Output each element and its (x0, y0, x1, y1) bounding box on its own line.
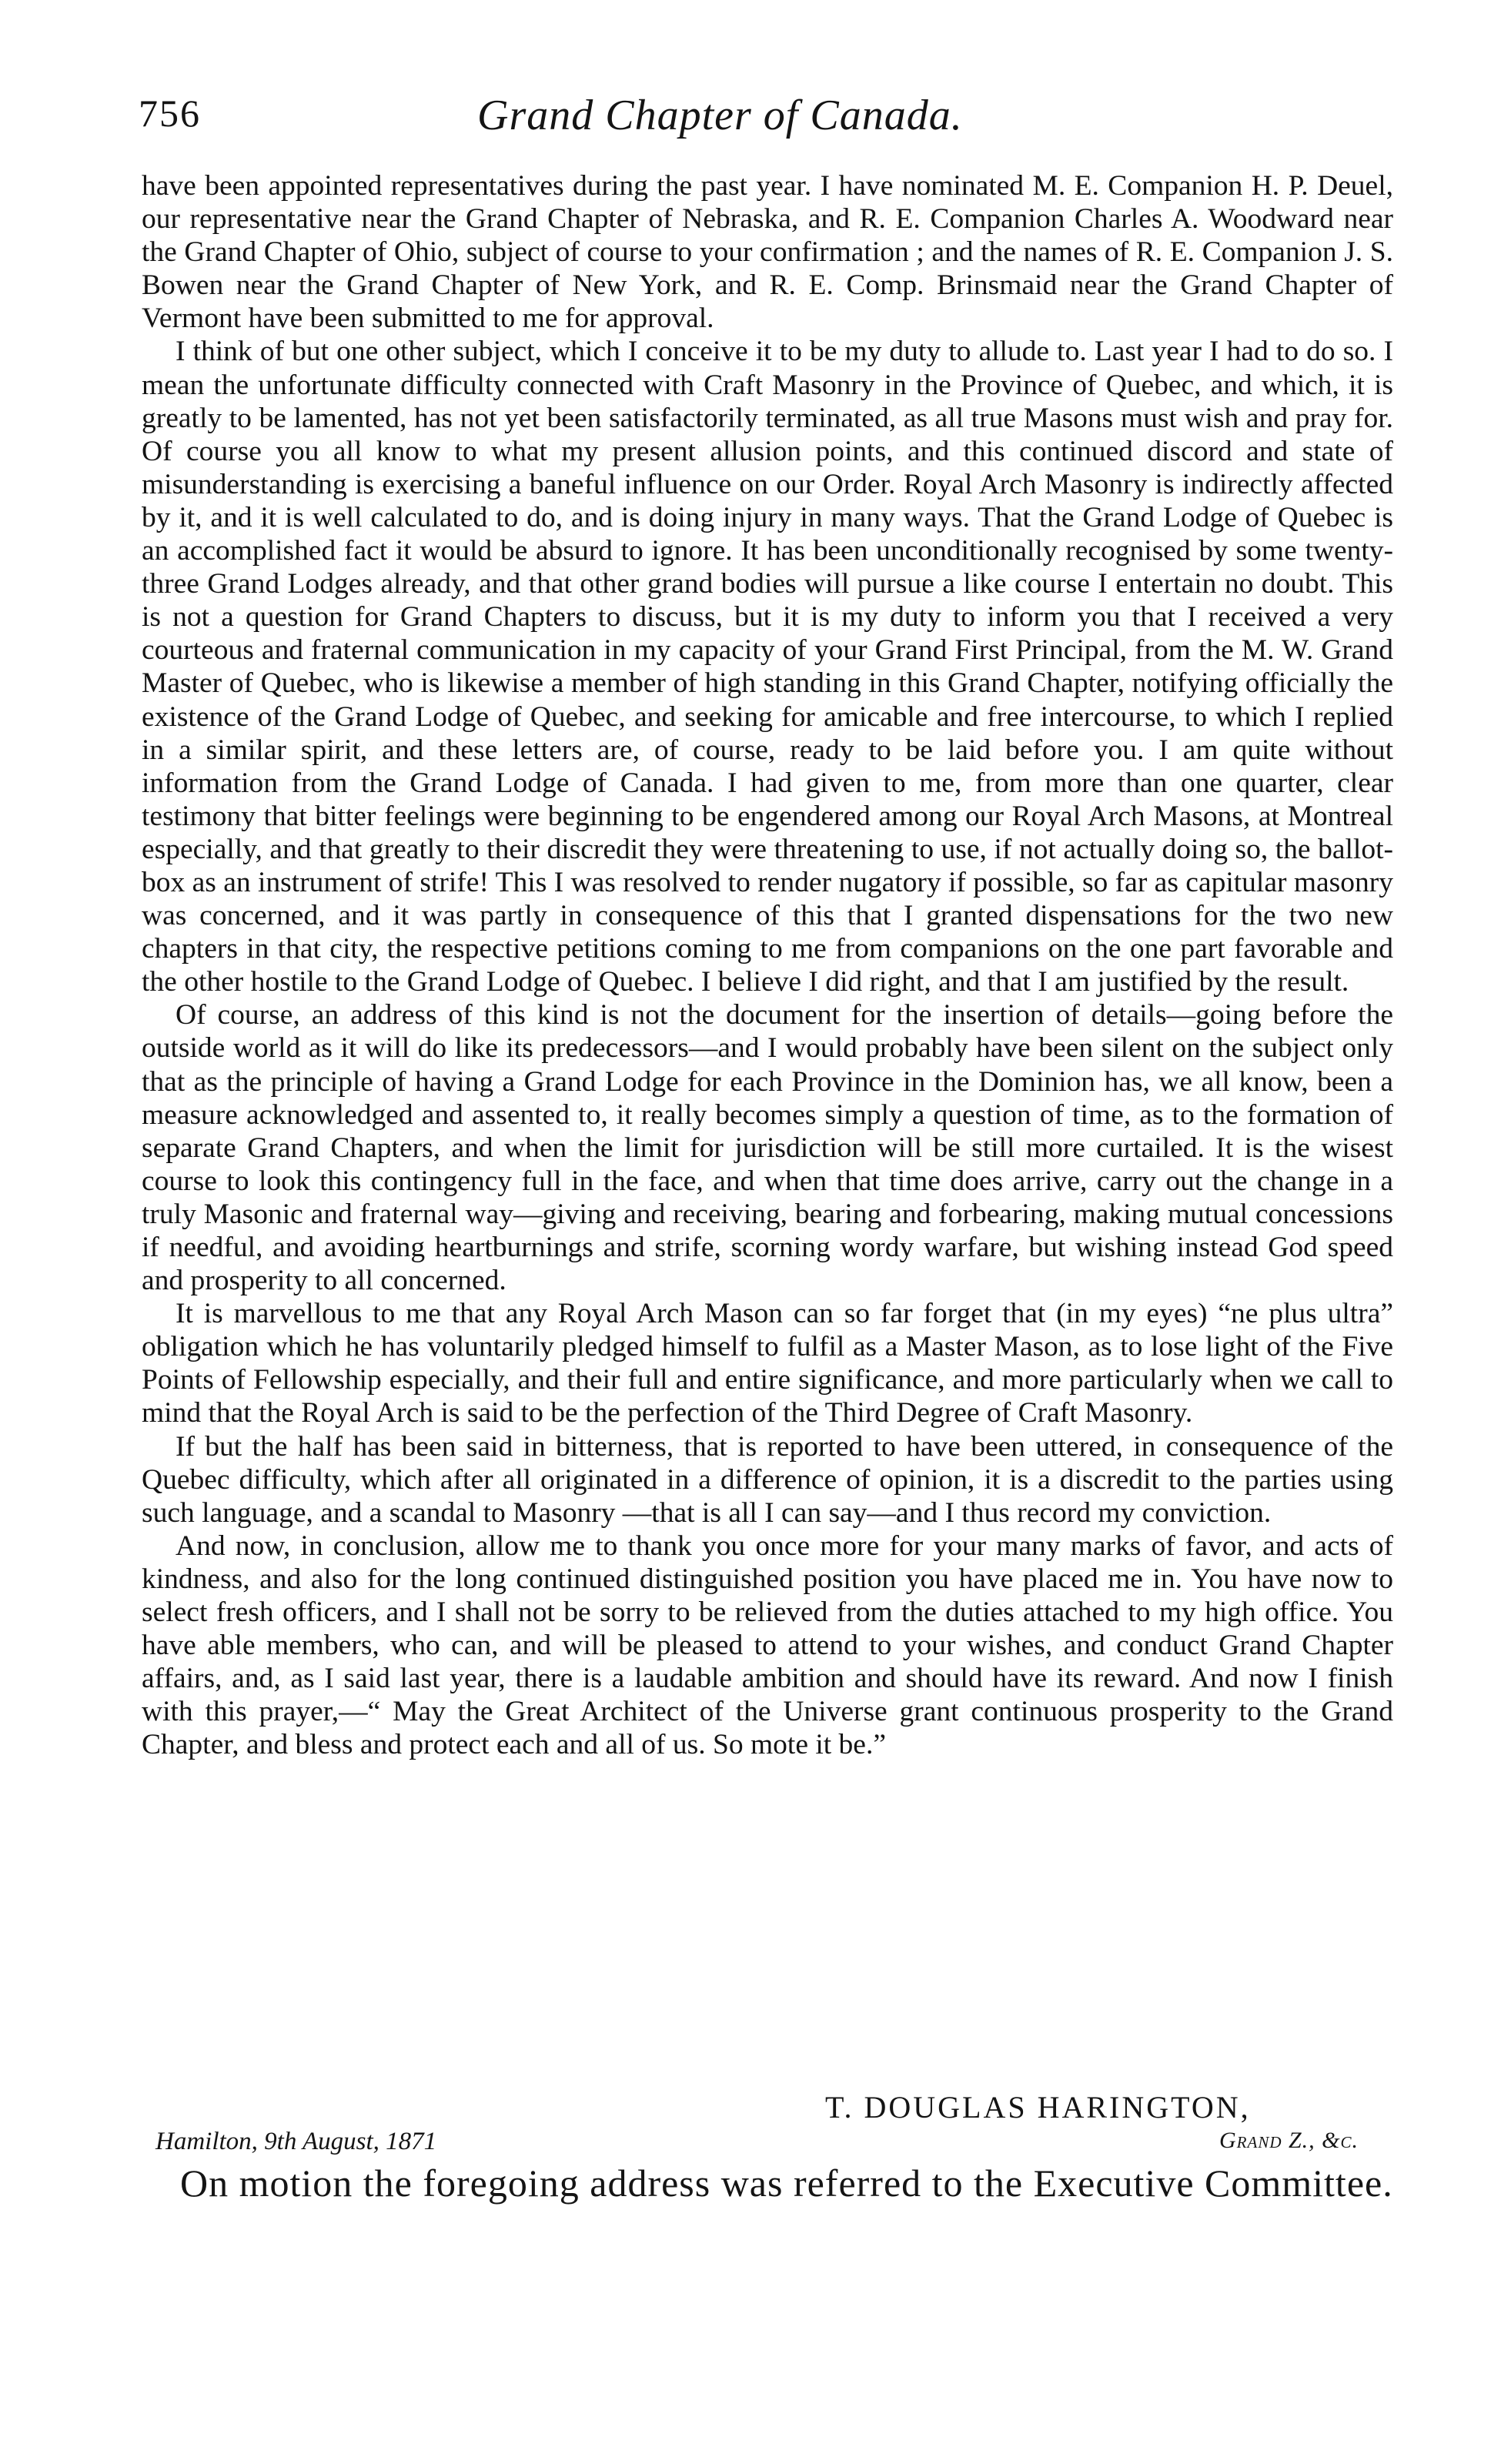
paragraph-ne-plus-ultra: It is marvellous to me that any Royal Arch Mason can so far forget that (in my eyes) “ne plus ultra” obligation which he has voluntarily pledged himself to fulfil as a Master Mason, as to lose light of the Five Points of Fellowship especially, and their full and entire significance, and more particularly when we call to mind that the Royal Arch is said to be the perfection of the Third Degree of Craft Masonry. (142, 1298, 1393, 1429)
signature-title: Grand Z., &c. (1219, 2128, 1359, 2153)
page-number: 756 (139, 92, 201, 135)
page-header (139, 91, 1393, 155)
signature-name: T. DOUGLAS HARINGTON, (825, 2090, 1251, 2125)
paragraph-representatives: have been appointed representatives during the past year. I have nominated M. E. Companion H. P. Deuel, our representative near the Grand Chapter of Nebraska, and R. E. Companion Charles A. Woodward near the Grand Chapter of Ohio, subject of course to your confirmation ; and the names of R. E. Companion J. S. Bowen near the Grand Chapter of New York, and R. E. Comp. Brinsmaid near the Grand Chapter of Vermont have been submitted to me for approval. (142, 170, 1393, 335)
signature-dateline: Hamilton, 9th August, 1871 (155, 2128, 437, 2155)
address-text (142, 169, 1393, 1762)
paragraph-bitterness: If but the half has been said in bitterness, that is reported to have been uttered, in consequence of the Quebec difficulty, which after all originated in a difference of opinion, it is a discredit to the parties using such language, and a scandal to Masonry —that is all I can say—and I thus record my conviction. (142, 1430, 1393, 1529)
paragraph-conclusion: And now, in conclusion, allow me to thank you once more for your many marks of favor, and acts of kindness, and also for the long continued distinguished position you have placed me in. You have now to select fresh officers, and I shall not be sorry to be relieved from the duties attached to my high office. You have able members, who can, and will be pleased to attend to your wishes, and conduct Grand Chapter affairs, and, as I said last year, there is a laudable ambition and should have its reward. And now I finish with this prayer,—“ May the Great Architect of the Universe grant continuous prosperity to the Grand Chapter, and bless and protect each and all of us. So mote it be.” (142, 1530, 1393, 1761)
motion-paragraph: On motion the foregoing address was referred to the Executive Committee. (180, 2161, 1393, 2205)
running-title: Grand Chapter of Canada. (477, 92, 963, 139)
paragraph-quebec-difficulty: I think of but one other subject, which I conceive it to be my duty to allude to. Last year I had to do so. I mean the unfortunate difficulty connected with Craft Masonry in the Province of Quebec, and which, it is greatly to be lamented, has not yet been satisfactorily terminated, as all true Masons must wish and pray for. Of course you all know to what my present allusion points, and this continued discord and state of misunderstanding is exercising a baneful influence on our Order. Royal Arch Masonry is indirectly affected by it, and it is well calculated to do, and is doing injury in many ways. That the Grand Lodge of Quebec is an accomplished fact it would be absurd to ignore. It has been unconditionally recognised by some twenty-three Grand Lodges already, and that other grand bodies will pursue a like course I entertain no doubt. This is not a question for Grand Chapters to discuss, but it is my duty to inform you that I received a very courteous and fraternal communication in my capacity of your Grand First Principal, from the M. W. Grand Master of Quebec, who is likewise a member of high standing in this Grand Chapter, notifying officially the existence of the Grand Lodge of Quebec, and seeking for amicable and free intercourse, to which I replied in a similar spirit, and these letters are, of course, ready to be laid before you. I am quite without information from the Grand Lodge of Canada. I had given to me, from more than one quarter, clear testimony that bitter feelings were beginning to be engendered among our Royal Arch Masons, at Montreal especially, and that greatly to their discredit they were threatening to use, if not actually doing so, the ballot-box as an instrument of strife! This I was resolved to render nugatory if possible, so far as capitular masonry was concerned, and it was partly in consequence of this that I granted dispensations for the two new chapters in that city, the respective petitions coming to me from companions on the one part favorable and the other hostile to the Grand Lodge of Quebec. I believe I did right, and that I am justified by the result. (142, 336, 1393, 998)
paragraph-separate-chapters: Of course, an address of this kind is not the document for the insertion of details—going before the outside world as it will do like its predecessors—and I would probably have been silent on the subject only that as the principle of having a Grand Lodge for each Province in the Dominion has, we all know, been a measure acknowledged and assented to, it really becomes simply a question of time, as to the formation of separate Grand Chapters, and when the limit for jurisdiction will be still more curtailed. It is the wisest course to look this contingency full in the face, and when that time does arrive, carry out the change in a truly Masonic and fraternal way—giving and receiving, bearing and forbearing, making mutual concessions if needful, and avoiding heartburnings and strife, scorning wordy warfare, but wishing instead God speed and prosperity to all concerned. (142, 999, 1393, 1297)
